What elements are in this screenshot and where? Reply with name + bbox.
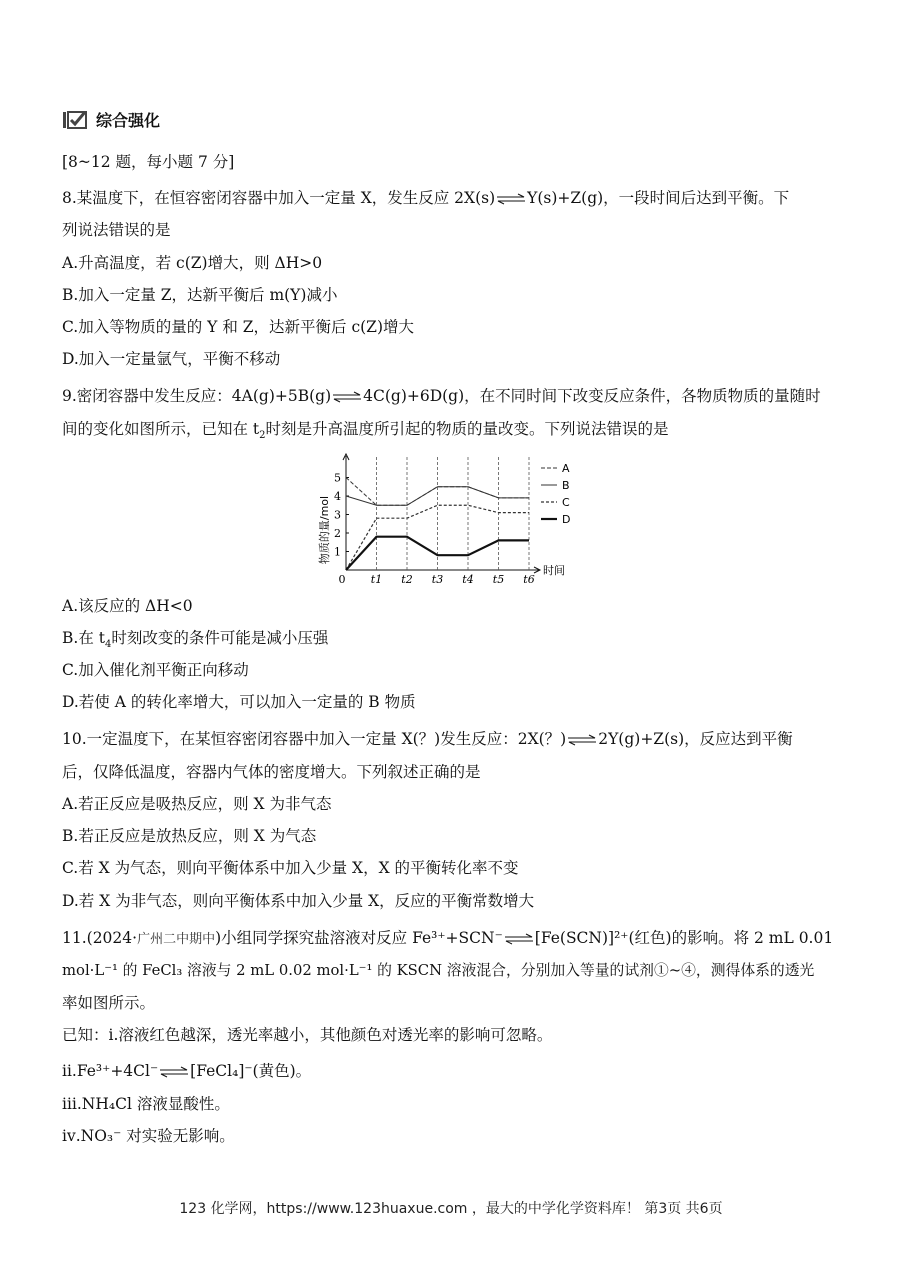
- x-tick-label: 0: [338, 573, 346, 584]
- x-tick-label: t3: [431, 573, 444, 584]
- q8-stem-c: 列说法错误的是: [62, 221, 171, 239]
- q10-option-b: B.若正反应是放热反应，则 X 为气态: [62, 827, 317, 845]
- equilibrium-arrow-icon: [496, 193, 526, 205]
- x-tick-label: t4: [462, 573, 474, 584]
- q8-stem-a: 8.某温度下，在恒容密闭容器中加入一定量 X，发生反应 2X(s): [62, 189, 496, 207]
- q11-product: [Fe(SCN)]²⁺(红色)的影响。将 2 mL 0.01: [534, 929, 834, 947]
- y-tick-label: 3: [334, 508, 341, 522]
- q9-stem-c: 间的变化如图所示，已知在 t: [62, 420, 260, 438]
- y-tick-label: 2: [334, 527, 341, 540]
- legend-label-c: C: [562, 496, 570, 509]
- q10-stem-b: 2Y(g)+Z(s)，反应达到平衡: [598, 730, 793, 748]
- q11-stem-line2: mol·L⁻¹ 的 FeCl₃ 溶液与 2 mL 0.02 mol·L⁻¹ 的 KSCN 溶液混合，分别加入等量的试剂①~④，测得体系的透光: [62, 962, 815, 979]
- equilibrium-arrow-icon: [567, 734, 597, 746]
- intro-text: [8~12 题，每小题 7 分]: [62, 153, 235, 171]
- q11-known-ii-b: [FeCl₄]⁻(黄色)。: [190, 1062, 312, 1080]
- legend-label-d: D: [562, 513, 571, 526]
- q8-stem-line1: [62, 188, 789, 208]
- q10-option-c: C.若 X 为气态，则向平衡体系中加入少量 X，X 的平衡转化率不变: [62, 859, 519, 877]
- q10-stem-a: 10.一定温度下，在某恒容密闭容器中加入一定量 X(？)发生反应：2X(？): [62, 730, 567, 748]
- equilibrium-arrow-icon: [504, 933, 534, 945]
- q11-known-iv: ⅳ.NO₃⁻ 对实验无影响。: [62, 1127, 235, 1145]
- q9-option-d: D.若使 A 的转化率增大，可以加入一定量的 B 物质: [62, 693, 416, 711]
- q9-option-b: [62, 628, 329, 651]
- q9-stem-sub: 2: [259, 430, 266, 442]
- q10-stem-c: 后，仅降低温度，容器内气体的密度增大。下列叙述正确的是: [62, 763, 481, 781]
- page-footer: 123 化学网，https://www.123huaxue.com ，最大的中学化学资料库！ 第3页 共6页: [179, 1201, 723, 1217]
- x-tick-label: t1: [370, 573, 383, 584]
- q8-stem-b: Y(s)+Z(g)，一段时间后达到平衡。下: [527, 189, 790, 207]
- y-axis-label: 物质的量/mol: [318, 495, 331, 565]
- y-tick-label: 4: [334, 490, 341, 503]
- q9-stem-d: 时刻是升高温度所引起的物质的量改变。下列说法错误的是: [265, 420, 669, 438]
- q8-option-a: A.升高温度，若 c(Z)增大，则 ΔH>0: [62, 254, 323, 272]
- x-tick-label: t6: [523, 573, 535, 584]
- y-tick-label: 1: [334, 545, 341, 559]
- q11-source: 广州二中期中: [137, 932, 216, 947]
- equilibrium-arrow-icon: [332, 391, 362, 403]
- q9-option-b-sub: 4: [104, 639, 112, 651]
- q9-option-b-post: 时刻改变的条件可能是减小压强: [111, 629, 329, 647]
- section-title: 综合强化: [96, 111, 161, 130]
- q8-option-b: B.加入一定量 Z，达新平衡后 m(Y)减小: [62, 286, 338, 304]
- q10-option-a: A.若正反应是吸热反应，则 X 为非气态: [62, 795, 332, 813]
- q8-option-d: D.加入一定量氩气，平衡不移动: [62, 350, 281, 368]
- q11-stem-line3: 率如图所示。: [62, 994, 156, 1012]
- q11-after-source: )小组同学探究盐溶液对反应 Fe³⁺+SCN⁻: [215, 929, 503, 947]
- q9-stem-line2: [62, 419, 669, 442]
- q11-known-i: 已知：ⅰ.溶液红色越深，透光率越小，其他颜色对透光率的影响可忽略。: [62, 1026, 553, 1044]
- x-tick-label: t5: [492, 573, 505, 584]
- q11-stem-line1: [62, 928, 833, 950]
- series-line-a: [346, 478, 529, 506]
- q11-known-ii-a: ⅱ.Fe³⁺+4Cl⁻: [62, 1062, 159, 1080]
- q9-stem-b: 4C(g)+6D(g)，在不同时间下改变反应条件，各物质物质的量随时: [363, 387, 821, 405]
- q11-known-ii: [62, 1061, 311, 1081]
- q9-option-a: A.该反应的 ΔH<0: [62, 597, 193, 615]
- checklist-icon: [62, 109, 88, 131]
- q9-option-c: C.加入催化剂平衡正向移动: [62, 661, 249, 679]
- q11-known-iii: ⅲ.NH₄Cl 溶液显酸性。: [62, 1095, 230, 1113]
- legend-label-b: B: [562, 479, 570, 492]
- q10-option-d: D.若 X 为非气态，则向平衡体系中加入少量 X，反应的平衡常数增大: [62, 892, 535, 910]
- y-tick-label: 5: [334, 471, 341, 485]
- legend-label-a: A: [562, 462, 570, 475]
- q9-option-b-pre: B.在 t: [62, 629, 105, 647]
- x-axis-label: 时间: [543, 564, 565, 577]
- amount-vs-time-chart: [312, 452, 592, 584]
- q8-option-c: C.加入等物质的量的 Y 和 Z，达新平衡后 c(Z)增大: [62, 318, 414, 336]
- q9-stem-a: 9.密闭容器中发生反应：4A(g)+5B(g): [62, 387, 332, 405]
- x-tick-label: t2: [401, 573, 413, 584]
- q11-num: 11.(2024·: [62, 929, 138, 947]
- q10-stem-line1: [62, 729, 793, 749]
- equilibrium-arrow-icon: [159, 1066, 189, 1078]
- q9-stem-line1: [62, 386, 821, 406]
- section-heading: [62, 108, 160, 131]
